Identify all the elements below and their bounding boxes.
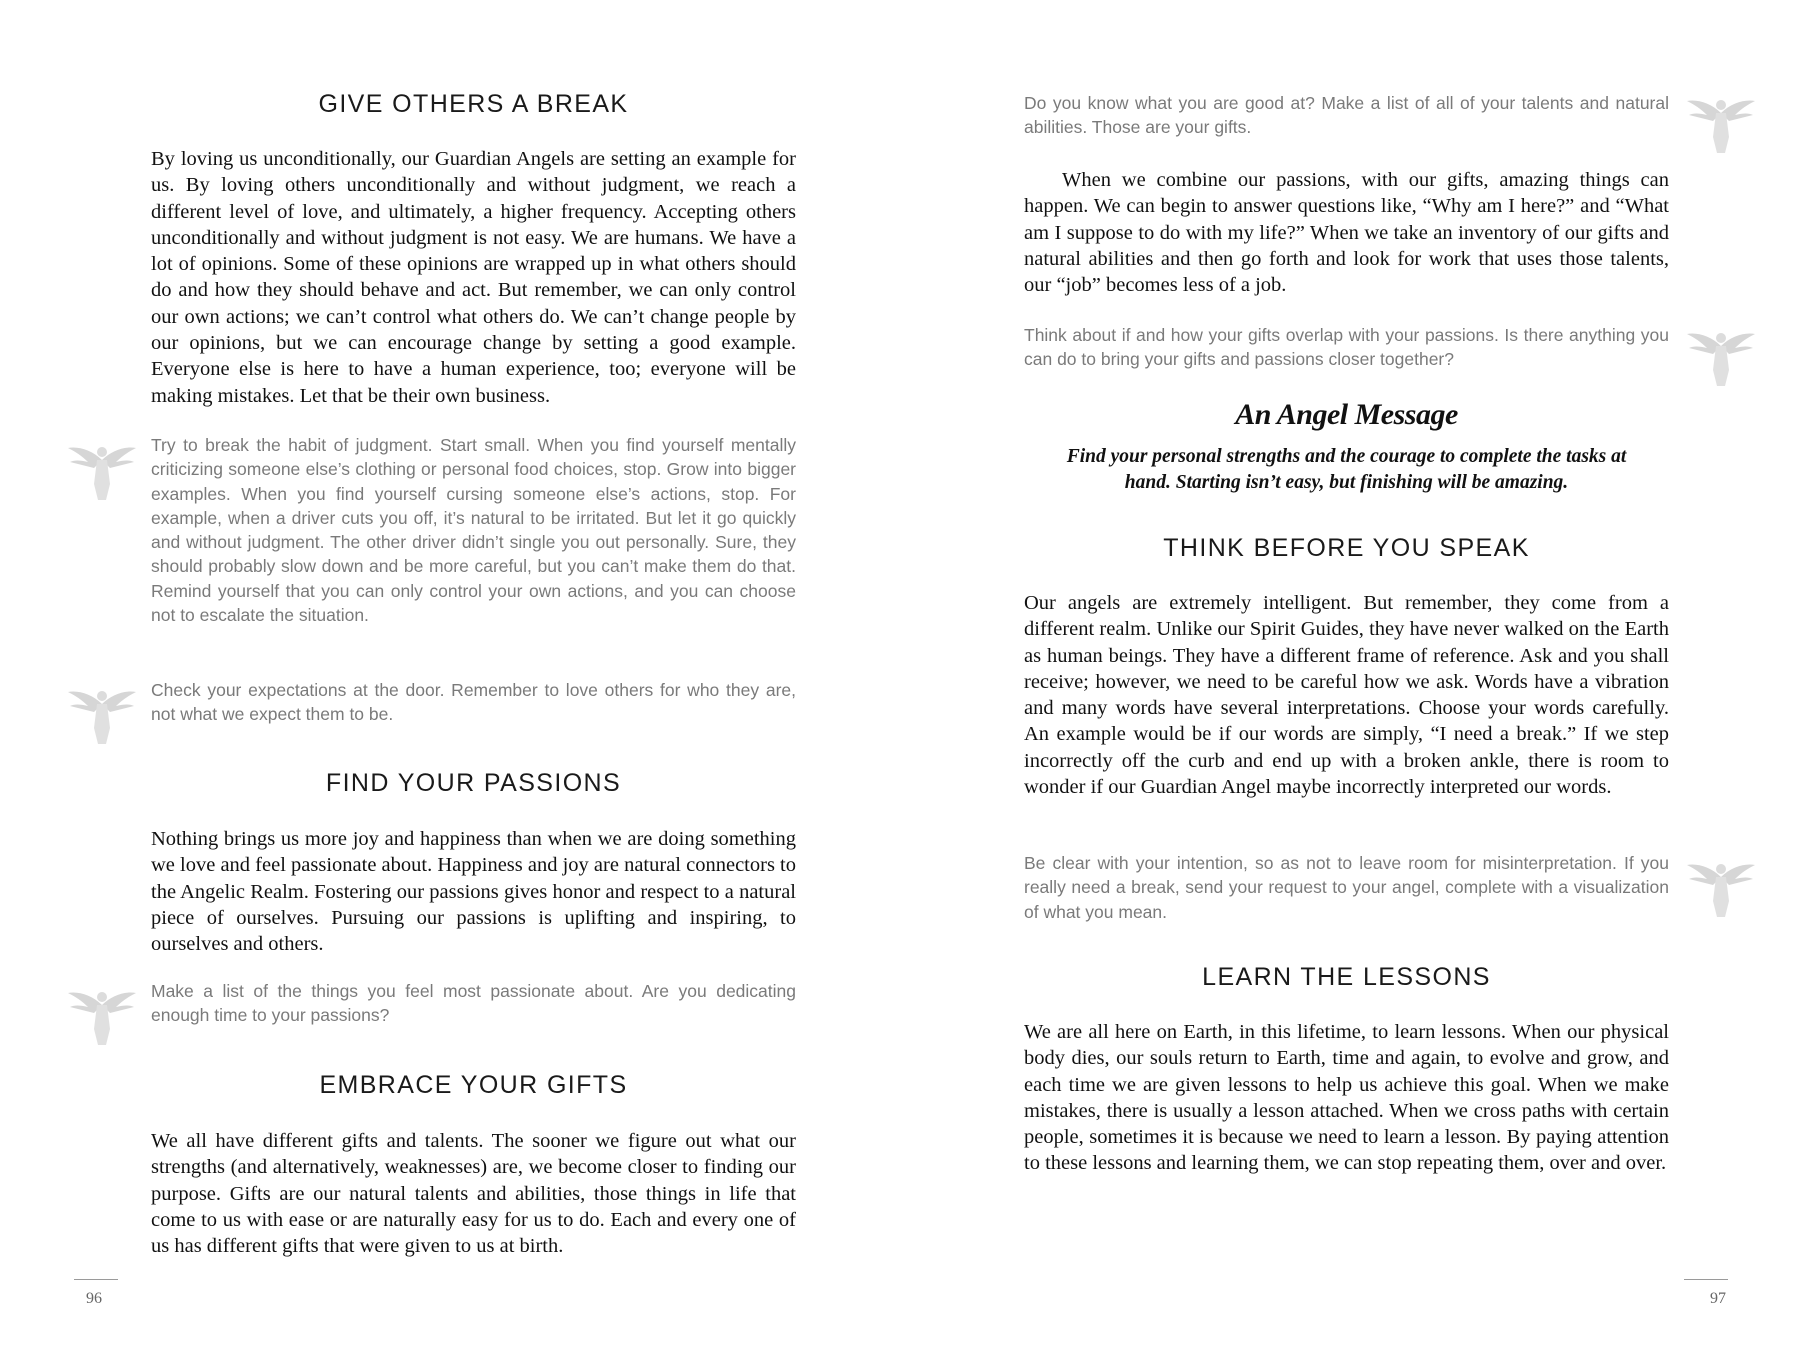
paragraph-passions: Nothing brings us more joy and happiness than when we are doing something we love and feel passionate about. Happiness and joy are natural connectors to the Angelic Realm. Fostering our passions gives honor and respect to a natural piece of ourselves. Pursuing our passions is uplifting and inspiring, to ourselves and others. [151, 828, 796, 956]
paragraph-combine: When we combine our passions, with our gifts, amazing things can happen. We can begin to answer questions like, “Why am I here?” and “What am I suppose to do with my life?” When we take an inventory of our gifts and natural abilities and then go forth and look for work that uses those talents, our “job” becomes less of a job. [1024, 169, 1669, 297]
tip-judgment: Try to break the habit of judgment. Start small. When you find yourself mentally criticizing someone else’s clothing or personal food choices, stop. Grow into bigger examples. When you find yourself cursing someone else’s actions, stop. For example, when a driver cuts you off, it’s natural to be irritated. But let it go quickly and without judgment. The other driver didn’t single you out personally. Sure, they should probably slow down and be more careful, but you can’t make them do that. Remind yourself that you can only control your own actions, and you can choose not to escalate the situation. [151, 435, 796, 626]
angel-icon [1685, 91, 1757, 155]
page-number: 97 [1710, 1290, 1726, 1307]
footer-rule [74, 1279, 118, 1280]
angel-icon [1685, 324, 1757, 388]
angel-icon [66, 438, 138, 502]
paragraph-give-others: By loving us unconditionally, our Guardian Angels are setting an example for us. By loving others unconditionally and without judgment, we reach a different level of love, and ultimately, a higher frequency. Accepting others unconditionally and without judgment is not easy. We are humans. We have a lot of opinions. Some of these opinions are wrapped up in what others should do and how they should behave and act. But remember, we can only control our own actions; we can’t control what others do. We can’t change people by our opinions, but we can encourage change by setting a good example. Everyone else is here to have a human experience, too; everyone will be making mistakes. Let that be their own business. [151, 148, 796, 407]
tip-overlap: Think about if and how your gifts overlap with your passions. Is there anything you can do to bring your gifts and passions closer together? [1024, 325, 1669, 370]
angel-icon [1685, 855, 1757, 919]
right-page [900, 0, 1801, 1350]
tip-talents: Do you know what you are good at? Make a list of all of your talents and natural abilities. Those are your gifts. [1024, 93, 1669, 138]
angel-message-title: An Angel Message [1235, 398, 1458, 431]
paragraph-gifts: We all have different gifts and talents. The sooner we figure out what our strengths (and alternatively, weaknesses) are, we become closer to finding our purpose. Gifts are our natural talents and abilities, those things in life that come to us with ease or are naturally easy for us to do. Each and every one of us has different gifts that were given to us at birth. [151, 1130, 796, 1258]
heading-give-others-a-break: GIVE OTHERS A BREAK [318, 90, 629, 118]
tip-clear: Be clear with your intention, so as not to leave room for misinterpretation. If you really need a break, send your request to your angel, complete with a visualization of what you mean. [1024, 853, 1669, 922]
heading-find-your-passions: FIND YOUR PASSIONS [325, 769, 622, 797]
paragraph-think: Our angels are extremely intelligent. But remember, they come from a different realm. Unlike our Spirit Guides, they have never walked on the Earth as human beings. They have a different frame of reference. Ask and you shall receive; however, we need to be careful how we ask. Words have a vibration and many words have several interpretations. Choose your words carefully. An example would be if our words are simply, “I need a break.” If we step incorrectly off the curb and end up with a broken ankle, there is room to wonder if our Guardian Angel maybe incorrectly interpreted our words. [1024, 592, 1669, 799]
heading-embrace-your-gifts: EMBRACE YOUR GIFTS [319, 1071, 628, 1099]
heading-learn-the-lessons: LEARN THE LESSONS [1202, 963, 1491, 991]
tip-passions: Make a list of the things you feel most passionate about. Are you dedicating enough time to your passions? [151, 981, 796, 1026]
angel-icon [66, 983, 138, 1047]
angel-icon [66, 682, 138, 746]
tip-expectations: Check your expectations at the door. Remember to love others for who they are, not what we expect them to be. [151, 680, 796, 725]
heading-think-before-you-speak: THINK BEFORE YOU SPEAK [1163, 534, 1530, 562]
left-page [0, 0, 900, 1350]
paragraph-lessons: We are all here on Earth, in this lifetime, to learn lessons. When our physical body dies, our souls return to Earth, time and again, to evolve and grow, and each time we are given lessons to help us achieve this goal. When we make mistakes, there is usually a lesson attached. When we cross paths with certain people, sometimes it is because we need to learn a lesson. By paying attention to these lessons and learning them, we can stop repeating them, over and over. [1024, 1021, 1669, 1175]
angel-message-text: Find your personal strengths and the courage to complete the tasks at hand. Starting isn’t easy, but finishing will be amazing. [1066, 446, 1627, 493]
page-number: 96 [86, 1290, 102, 1307]
footer-rule [1684, 1279, 1728, 1280]
